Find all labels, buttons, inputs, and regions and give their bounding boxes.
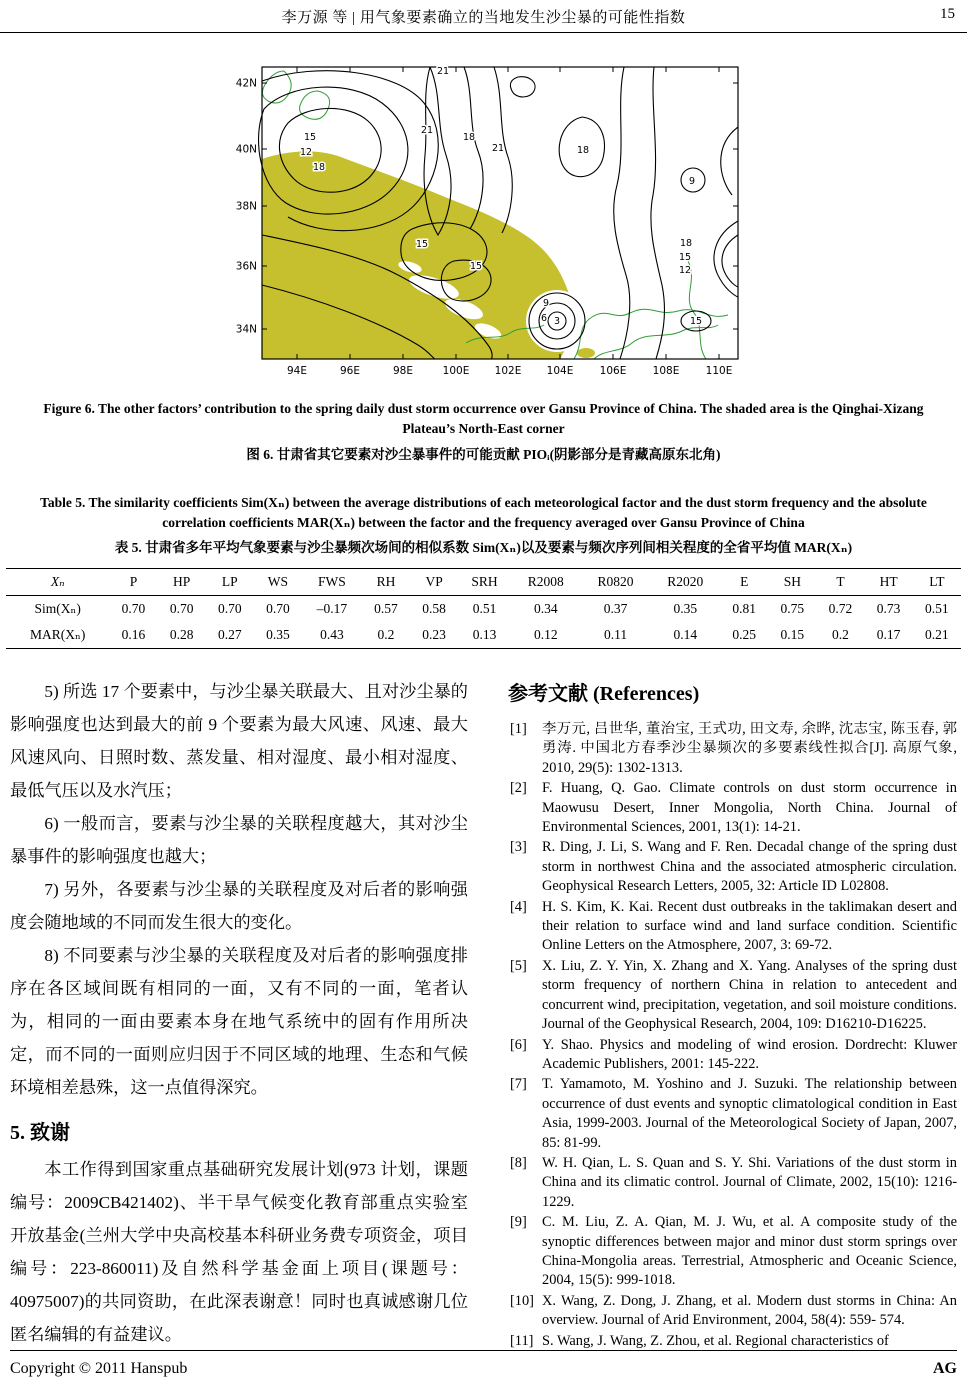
x-tick-label: 94E	[287, 365, 307, 377]
references-list	[508, 720, 957, 1351]
table-cell: 0.34	[533, 601, 558, 616]
conclusion-item-7: 7) 另外，各要素与沙尘暴的关联程度及对后者的影响强度会随地域的不同而发生很大的变化。	[10, 880, 468, 932]
contour-value-label: 15	[303, 132, 317, 143]
figure-caption-zh: 图 6. 甘肃省其它要素对沙尘暴事件的可能贡献 PIOᵢ(阴影部分是青藏高原东北角)	[246, 446, 721, 462]
table-cell: 0.25	[732, 627, 756, 642]
table-cell: 0.51	[472, 601, 497, 616]
reference-item	[508, 1332, 957, 1351]
contour-value-label: 6	[540, 313, 548, 324]
acknowledgements-heading: 5. 致谢	[10, 1122, 70, 1144]
contour-value-label: 3	[553, 316, 561, 327]
contour-value-label: 9	[542, 298, 550, 309]
table-row	[6, 622, 961, 649]
conclusion-item-6: 6) 一般而言，要素与沙尘暴的关联程度越大，其对沙尘暴事件的影响强度也越大；	[10, 814, 468, 866]
two-column-body	[10, 675, 957, 1352]
table-cell: 0.2	[377, 627, 395, 642]
conclusion-item-5: 5) 所选 17 个要素中，与沙尘暴关联最大、且对沙尘暴的影响强度也达到最大的前 9 个要素为最大风速、风速、最大风速风向、日照时数、蒸发量、相对湿度、最小相对湿度、最低气压以及水汽压；	[10, 682, 468, 800]
x-tick-label: 102E	[494, 365, 522, 377]
x-tick-label: 108E	[652, 365, 680, 377]
conclusion-item-8: 8) 不同要素与沙尘暴的关联程度及对后者的影响强度排序在各区域间既有相同的一面，又有不同的一面，笔者认为，相同的一面由要素本身在地气系统中的固有作用所决定，而不同的一面则应归因于不同区域的地理、生态和气候环境相差悬殊，这一点值得深究。	[10, 946, 468, 1097]
reference-text: X. Liu, Z. Y. Yin, X. Zhang and X. Yang. Analyses of the spring dust storm frequency of northern China in relation to antecedent and concurrent wind, precipitation, vegetation, and soil moisture conditions. Journal of the Geophysical Research, 2004, 109: D16210-D16225.	[542, 957, 957, 1033]
contour-value-label: 21	[491, 143, 505, 154]
reference-number: [7]	[510, 1076, 527, 1093]
contour-value-label: 15	[415, 239, 429, 250]
table-cell: 0.81	[732, 601, 756, 616]
reference-item	[508, 1213, 957, 1291]
reference-number: [9]	[510, 1214, 527, 1231]
page-number: 15	[940, 6, 955, 22]
reference-text: X. Wang, Z. Dong, J. Zhang, et al. Modern dust storms in China: An overview. Journal of Arid Environment, 2004, 58(4): 559- 574.	[542, 1292, 957, 1329]
y-tick-label: 36N	[235, 260, 257, 273]
table-cell: 0.75	[780, 601, 805, 616]
table-cell: 0.73	[876, 601, 901, 616]
y-tick-label: 42N	[235, 77, 257, 90]
reference-number: [6]	[510, 1036, 527, 1053]
reference-item	[508, 1036, 957, 1075]
contour-value-label: 15	[678, 252, 692, 263]
contour-value-label: 18	[679, 238, 693, 249]
shaded-plateau-area	[262, 151, 595, 359]
table-cell: 0.72	[828, 601, 853, 616]
column-header: LP	[221, 574, 238, 589]
column-header: FWS	[318, 574, 346, 589]
column-header: R0820	[597, 574, 634, 589]
table-cell: 0.13	[472, 627, 497, 642]
contour-value-label: 21	[420, 125, 434, 136]
column-header: Xₙ	[50, 574, 65, 589]
column-header: R2008	[527, 574, 564, 589]
reference-number: [11]	[510, 1332, 534, 1349]
column-header: RH	[376, 574, 396, 589]
contour-value-label: 12	[299, 147, 313, 158]
table-cell: 0.70	[121, 601, 146, 616]
contour-value-label: 15	[469, 261, 483, 272]
reference-item	[508, 838, 957, 896]
x-tick-label: 98E	[393, 365, 413, 377]
table-caption-zh: 表 5. 甘肃省多年平均气象要素与沙尘暴频次场间的相似系数 Sim(Xₙ)以及要素与频次序列间相关程度的全省平均值 MAR(Xₙ)	[114, 540, 853, 555]
similarity-table	[6, 568, 961, 649]
journal-code: AG	[933, 1360, 957, 1377]
reference-item	[508, 898, 957, 956]
reference-number: [4]	[510, 898, 527, 915]
reference-text: 李万元, 吕世华, 董治宝, 王式功, 田文寿, 余晔, 沈志宝, 陈玉春, 郭勇涛. 中国北方春季沙尘暴频次的多要素线性拟合[J]. 高原气象, 2010, 29(5): 1302-1313.	[542, 721, 957, 776]
table-row	[6, 596, 961, 623]
table-cell: 0.2	[832, 627, 849, 642]
table-cell: 0.37	[603, 601, 628, 616]
x-tick-label: 100E	[442, 365, 470, 377]
reference-text: C. M. Liu, Z. A. Qian, M. J. Wu, et al. A composite study of the synoptic differences between major and minor dust storm springs over China-Mongolia areas. Terrestrial, Atmospheric and Oceanic Science, 2004, 15(5): 999-1018.	[542, 1214, 957, 1289]
table-body	[6, 596, 961, 649]
reference-text: S. Wang, J. Wang, Z. Zhou, et al. Regional characteristics of	[542, 1332, 889, 1349]
table-cell: –0.17	[316, 601, 348, 616]
table-cell: 0.70	[169, 601, 194, 616]
table-cell: 0.12	[533, 627, 558, 642]
column-header: HP	[173, 574, 191, 589]
contour-value-label: 21	[436, 66, 450, 77]
column-header: LT	[929, 574, 945, 589]
table-cell: 0.21	[925, 627, 949, 642]
column-header: R2020	[667, 574, 704, 589]
table-cell: 0.17	[876, 627, 901, 642]
reference-item	[508, 1154, 957, 1212]
references-heading: 参考文献 (References)	[508, 683, 700, 705]
table-cell: 0.14	[673, 627, 698, 642]
column-header: P	[129, 574, 138, 589]
reference-number: [8]	[510, 1154, 527, 1171]
table-cell: 0.35	[266, 627, 290, 642]
table-cell: 0.43	[320, 627, 344, 642]
reference-text: F. Huang, Q. Gao. Climate controls on dust storm occurrence in Maowusu Desert, Inner Mongolia, North China. Journal of Environmental Sciences, 2001, 13(1): 14-21.	[542, 780, 957, 836]
table-cell: 0.35	[673, 601, 698, 616]
row-label: MAR(Xₙ)	[30, 627, 86, 642]
table-cell: 0.15	[780, 627, 805, 642]
copyright-text: Copyright © 2011 Hanspub	[10, 1360, 188, 1377]
reference-number: [2]	[510, 780, 527, 797]
reference-number: [1]	[510, 721, 527, 737]
contour-value-label: 15	[689, 316, 703, 327]
table-cell: 0.28	[169, 627, 194, 642]
table-header-row	[6, 569, 961, 596]
reference-item	[508, 1075, 957, 1153]
figure-6	[226, 63, 741, 383]
table-cell: 0.16	[121, 627, 146, 642]
column-header: T	[836, 574, 845, 589]
y-tick-label: 40N	[235, 143, 257, 156]
running-title: 李万源 等 | 用气象要素确立的当地发生沙尘暴的可能性指数	[281, 10, 686, 26]
column-header: VP	[425, 574, 443, 589]
page-header	[0, 0, 967, 33]
column-header: E	[740, 574, 749, 589]
reference-text: Y. Shao. Physics and modeling of wind erosion. Dordrecht: Kluwer Academic Publishers, 2001: 145-222.	[542, 1036, 957, 1072]
table-cell: 0.70	[217, 601, 242, 616]
reference-number: [5]	[510, 957, 527, 974]
table-cell: 0.58	[422, 601, 446, 616]
contour-value-label: 12	[678, 265, 692, 276]
contour-value-label: 18	[312, 162, 326, 173]
left-column	[10, 675, 468, 1352]
reference-text: R. Ding, J. Li, S. Wang and F. Ren. Decadal change of the spring dust storm in northwest China and the associated atmospheric circulation. Geophysical Research Letters, 2005, 32: Article ID L02808.	[542, 839, 957, 895]
figure-caption-en: Figure 6. The other factors’ contribution to the spring daily dust storm occurrence over Gansu Province of China. The shaded area is the Qinghai-Xizang Plateau’s North-East corner	[43, 401, 924, 437]
column-header: HT	[879, 574, 898, 589]
x-tick-label: 110E	[705, 365, 733, 377]
reference-text: H. S. Kim, K. Kai. Recent dust outbreaks in the taklimakan desert and their relation to surface wind and land surface condition. Scientific Online Letters on the Atmosphere, 2007, 3: 69-72.	[542, 898, 957, 954]
x-tick-label: 106E	[599, 365, 627, 377]
x-tick-label: 104E	[546, 365, 574, 377]
reference-text: W. H. Qian, L. S. Quan and S. Y. Shi. Variations of the dust storm in China and its climatic control. Journal of Climate, 2002, 15(10): 1216-1229.	[542, 1154, 957, 1210]
contour-value-label: 18	[462, 132, 476, 143]
reference-text: T. Yamamoto, M. Yoshino and J. Suzuki. The relationship between occurrence of dust events and synoptic climatological condition in East Asia, 1999-2003. Journal of the Meteorological Society of Japan, 2007, 85: 81-99.	[542, 1076, 957, 1151]
right-column	[508, 675, 957, 1352]
reference-item	[508, 957, 957, 1035]
row-label: Sim(Xₙ)	[34, 601, 81, 616]
y-tick-label: 34N	[235, 323, 257, 336]
reference-item	[508, 720, 957, 778]
reference-number: [3]	[510, 839, 527, 856]
table-cell: 0.11	[603, 627, 628, 642]
column-header: SH	[783, 574, 801, 589]
contour-map	[226, 63, 741, 383]
contour-value-label: 18	[576, 145, 590, 156]
reference-item	[508, 779, 957, 837]
x-tick-label: 96E	[340, 365, 360, 377]
reference-number: [10]	[510, 1292, 534, 1309]
page-footer	[10, 1350, 957, 1378]
reference-item	[508, 1292, 957, 1331]
acknowledgements-text: 本工作得到国家重点基础研究发展计划(973 计划，课题编号：2009CB421402)、半干旱气候变化教育部重点实验室开放基金(兰州大学中央高校基本科研业务费专项资金，项目编号：223-860011)及自然科学基金面上项目(课题号：40975007)的共同资助，在此深表谢意！同时也真诚感谢几位匿名编辑的有益建议。	[10, 1160, 468, 1344]
contour-value-label: 9	[688, 176, 696, 187]
table-cell: 0.51	[925, 601, 949, 616]
column-header: WS	[267, 574, 289, 589]
column-header: SRH	[471, 574, 498, 589]
table-caption-en: Table 5. The similarity coefficients Sim(Xₙ) between the average distributions of each meteorological factor and the dust storm frequency and the absolute correlation coefficients MAR(Xₙ) between the factor and the frequency averaged over Gansu Province of China	[40, 494, 927, 530]
table-cell: 0.23	[422, 627, 446, 642]
table-cell: 0.70	[266, 601, 290, 616]
table-cell: 0.27	[217, 627, 242, 642]
table-cell: 0.57	[374, 601, 398, 616]
y-tick-label: 38N	[235, 200, 257, 213]
